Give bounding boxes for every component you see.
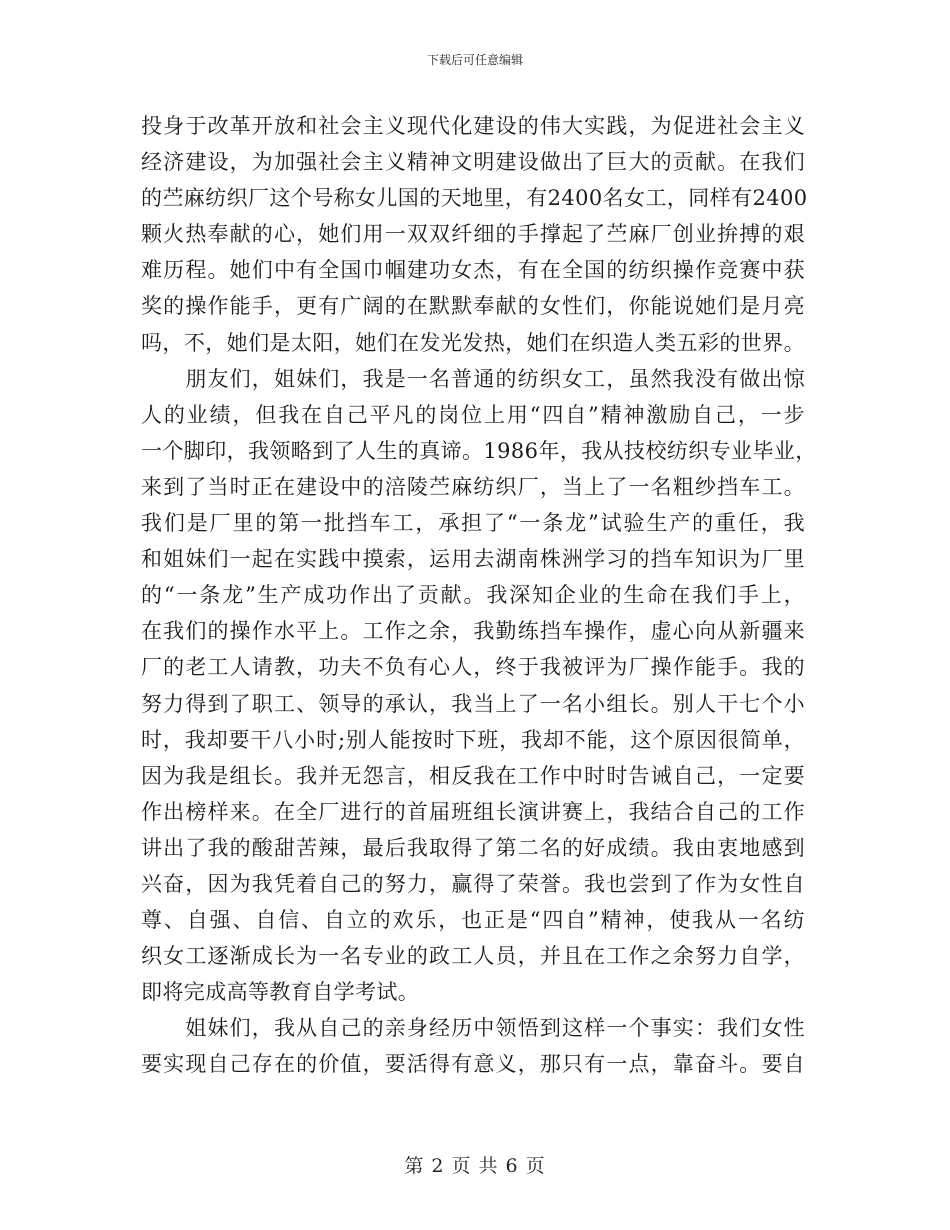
paragraph-1 <box>141 108 808 361</box>
text-line: 人的业绩，但我在自己平凡的岗位上用“四自”精神激励自己，一步 <box>141 402 805 427</box>
text-line: 厂的老工人请教，功夫不负有心人，终于我被评为厂操作能手。我的 <box>141 655 805 680</box>
text-line: 的苎麻纺织厂这个号称女儿国的天地里，有2400名女工，同样有2400 <box>141 186 808 211</box>
text-line: 要实现自己存在的价值，要活得有意义，那只有一点，靠奋斗。要自 <box>141 1052 805 1077</box>
text-line: 来到了当时正在建设中的涪陵苎麻纺织厂，当上了一名粗纱挡车工。 <box>141 474 805 499</box>
text-line: 投身于改革开放和社会主义现代化建设的伟大实践，为促进社会主义 <box>141 114 805 138</box>
page-header-note: 下载后可任意编辑 <box>426 53 523 67</box>
text-line: 作出榜样来。在全厂进行的首届班组长演讲赛上，我结合自己的工作 <box>141 799 805 824</box>
text-line: 因为我是组长。我并无怨言，相反我在工作中时时告诫自己，一定要 <box>141 763 805 788</box>
text-line: 兴奋，因为我凭着自己的努力，赢得了荣誉。我也尝到了作为女性自 <box>141 871 805 896</box>
text-line: 时，我却要干八小时;别人能按时下班，我却不能，这个原因很简单， <box>141 727 805 752</box>
paragraph-3 <box>141 1010 805 1082</box>
text-line: 我们是厂里的第一批挡车工，承担了“一条龙”试验生产的重任，我 <box>141 511 805 536</box>
text-line: 和姐妹们一起在实践中摸索，运用去湖南株洲学习的挡车知识为厂里 <box>141 547 805 572</box>
text-line: 颗火热奉献的心，她们用一双双纤细的手撑起了苎麻厂创业拚搏的艰 <box>141 222 805 247</box>
text-line: 的“一条龙”生产成功作出了贡献。我深知企业的生命在我们手上， <box>141 583 805 608</box>
text-line: 吗，不，她们是太阳，她们在发光发热，她们在织造人类五彩的世界。 <box>141 330 805 355</box>
text-line: 奖的操作能手，更有广阔的在默默奉献的女性们，你能说她们是月亮 <box>141 294 805 319</box>
text-line: 即将完成高等教育自学考试。 <box>141 980 420 1005</box>
text-line: 姐妹们，我从自己的亲身经历中领悟到这样一个事实：我们女性 <box>141 1016 805 1041</box>
text-line: 在我们的操作水平上。工作之余，我勤练挡车操作，虚心向从新疆来 <box>141 619 805 644</box>
text-line: 尊、自强、自信、自立的欢乐，也正是“四自”精神，使我从一名纺 <box>141 908 805 933</box>
page-number: 第 2 页 共 6 页 <box>404 1155 546 1177</box>
document-body <box>141 108 817 1083</box>
text-line: 朋友们，姐妹们，我是一名普通的纺织女工，虽然我没有做出惊 <box>141 366 805 391</box>
text-line: 讲出了我的酸甜苦辣，最后我取得了第二名的好成绩。我由衷地感到 <box>141 835 805 860</box>
text-line: 织女工逐渐成长为一名专业的政工人员，并且在工作之余努力自学， <box>141 944 805 969</box>
paragraph-2 <box>141 361 817 1011</box>
text-line: 经济建设，为加强社会主义精神文明建设做出了巨大的贡献。在我们 <box>141 150 805 175</box>
text-line: 努力得到了职工、领导的承认，我当上了一名小组长。别人干七个小 <box>141 691 805 716</box>
text-line: 一个脚印，我领略到了人生的真谛。1986年，我从技校纺织专业毕业， <box>141 438 817 463</box>
text-line: 难历程。她们中有全国巾帼建功女杰，有在全国的纺织操作竞赛中获 <box>141 258 805 283</box>
